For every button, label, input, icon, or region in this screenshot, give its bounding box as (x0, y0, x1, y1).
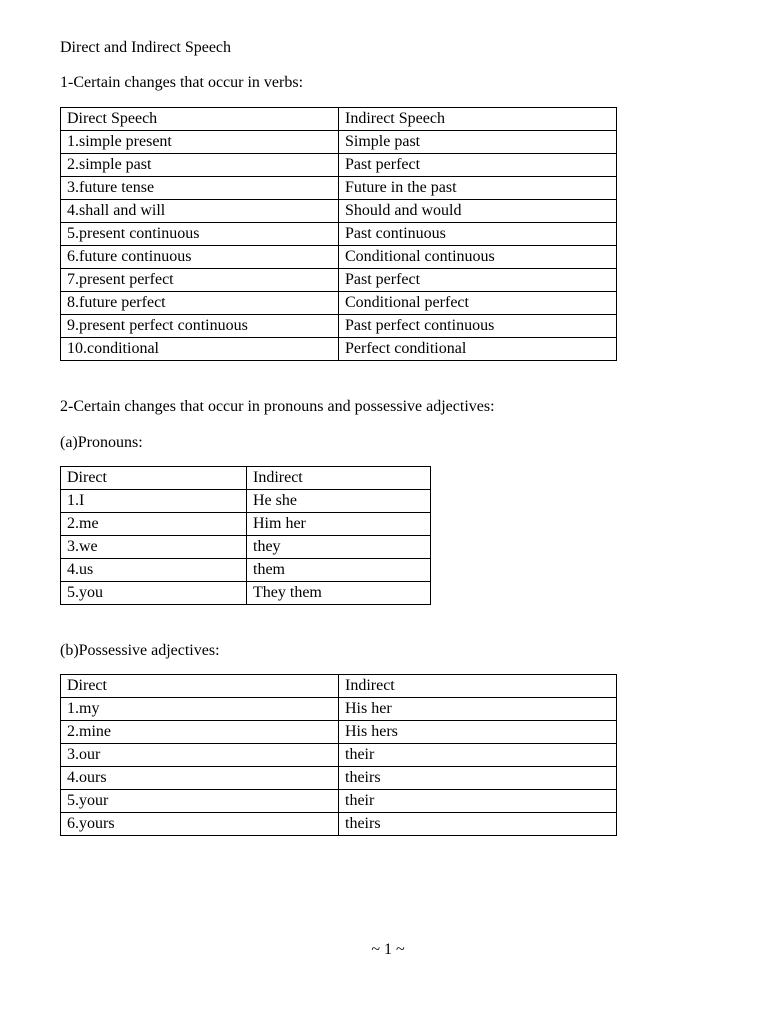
table-header-cell: Indirect (339, 675, 617, 698)
table-cell: they (247, 536, 431, 559)
table-row (61, 582, 431, 605)
table-row (61, 292, 617, 315)
table-cell: Should and would (339, 200, 617, 223)
table-cell: 1.simple present (61, 131, 339, 154)
table-header-cell: Indirect (247, 467, 431, 490)
table-cell: 6.yours (61, 813, 339, 836)
table-cell: He she (247, 490, 431, 513)
table-row (61, 790, 617, 813)
table-cell: 4.us (61, 559, 247, 582)
table-cell: them (247, 559, 431, 582)
table-header-cell: Direct (61, 675, 339, 698)
table-header-cell: Indirect Speech (339, 108, 617, 131)
table-cell: 9.present perfect continuous (61, 315, 339, 338)
table-cell: Simple past (339, 131, 617, 154)
table-cell: 2.mine (61, 721, 339, 744)
table-cell: Perfect conditional (339, 338, 617, 361)
table-row (61, 513, 431, 536)
section-heading-verbs: 1-Certain changes that occur in verbs: (60, 74, 304, 91)
table-cell: 8.future perfect (61, 292, 339, 315)
subsection-heading-pronouns: (a)Pronouns: (60, 434, 143, 451)
table-row (61, 246, 617, 269)
table-row (61, 223, 617, 246)
table-cell: His hers (339, 721, 617, 744)
table-cell: theirs (339, 813, 617, 836)
table-row (61, 721, 617, 744)
possessive-adjectives-table (60, 674, 617, 836)
table-row (61, 154, 617, 177)
table-row (61, 200, 617, 223)
subsection-heading-possessive-adjectives: (b)Possessive adjectives: (60, 642, 220, 659)
table-cell: 1.I (61, 490, 247, 513)
table-cell: 1.my (61, 698, 339, 721)
page-number: ~ 1 ~ (371, 941, 405, 958)
table-row (61, 490, 431, 513)
table-cell: 6.future continuous (61, 246, 339, 269)
table-header-row (61, 675, 617, 698)
table-row (61, 177, 617, 200)
table-cell: 3.future tense (61, 177, 339, 200)
table-row (61, 744, 617, 767)
table-row (61, 698, 617, 721)
table-cell: 2.simple past (61, 154, 339, 177)
table-row (61, 338, 617, 361)
table-cell: They them (247, 582, 431, 605)
table-row (61, 813, 617, 836)
table-cell: their (339, 744, 617, 767)
table-cell: Conditional continuous (339, 246, 617, 269)
table-cell: Past perfect (339, 154, 617, 177)
table-cell: 4.shall and will (61, 200, 339, 223)
table-cell: Him her (247, 513, 431, 536)
pronouns-table (60, 466, 431, 605)
table-header-row (61, 467, 431, 490)
table-cell: theirs (339, 767, 617, 790)
table-cell: 2.me (61, 513, 247, 536)
table-row (61, 269, 617, 292)
verbs-table (60, 107, 617, 361)
table-cell: 5.you (61, 582, 247, 605)
table-header-cell: Direct (61, 467, 247, 490)
table-cell: 5.your (61, 790, 339, 813)
table-cell: Conditional perfect (339, 292, 617, 315)
table-header-cell: Direct Speech (61, 108, 339, 131)
table-cell: 5.present continuous (61, 223, 339, 246)
table-row (61, 536, 431, 559)
table-cell: 4.ours (61, 767, 339, 790)
table-row (61, 315, 617, 338)
document-title: Direct and Indirect Speech (60, 39, 232, 56)
table-cell: Future in the past (339, 177, 617, 200)
table-cell: their (339, 790, 617, 813)
table-cell: Past perfect continuous (339, 315, 617, 338)
table-cell: 10.conditional (61, 338, 339, 361)
table-cell: Past perfect (339, 269, 617, 292)
table-row (61, 131, 617, 154)
table-cell: 3.our (61, 744, 339, 767)
table-header-row (61, 108, 617, 131)
table-cell: His her (339, 698, 617, 721)
table-cell: 3.we (61, 536, 247, 559)
section-heading-pronouns-adjectives: 2-Certain changes that occur in pronouns and possessive adjectives: (60, 398, 495, 415)
table-cell: Past continuous (339, 223, 617, 246)
table-cell: 7.present perfect (61, 269, 339, 292)
table-row (61, 559, 431, 582)
table-row (61, 767, 617, 790)
